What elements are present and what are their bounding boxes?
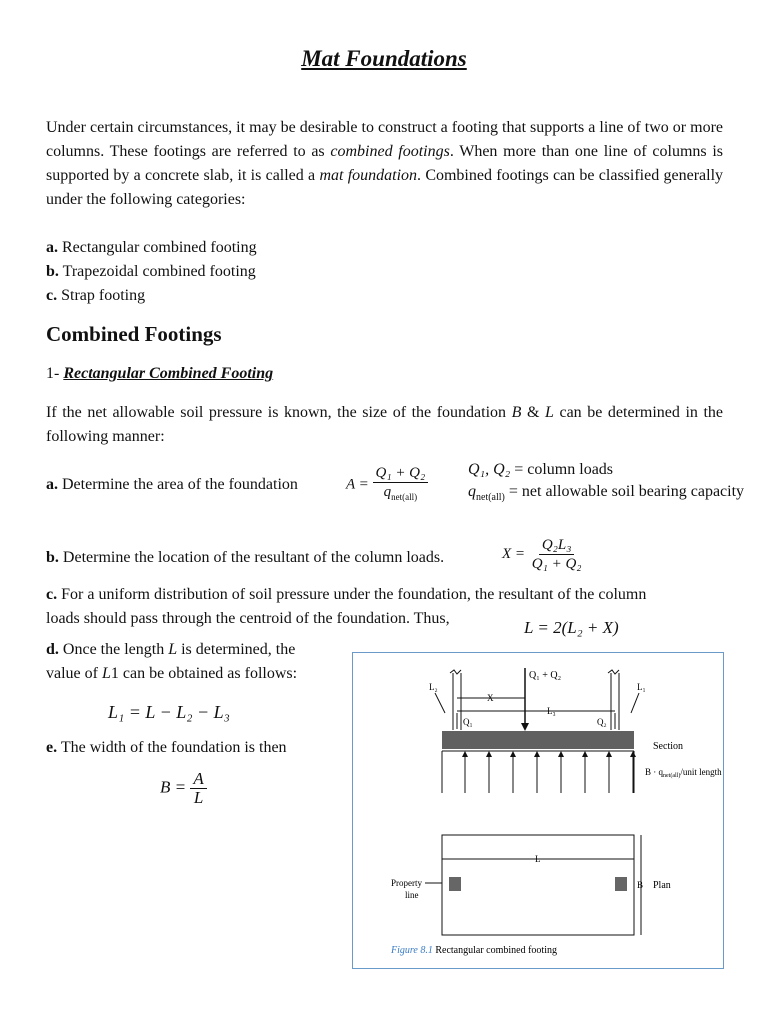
step-d-text: [46, 638, 297, 686]
category-item-a: [46, 236, 257, 260]
symbol-B: B: [511, 404, 522, 421]
step-d-equation: L₁ = L − L₂ − L₃: [108, 702, 230, 722]
pressure-tail: /unit length: [680, 767, 722, 777]
pressure-sub: net(all): [663, 773, 681, 779]
pressure-arrow-group: [462, 751, 636, 793]
soil-pressure-arrows: [442, 751, 634, 793]
step-c-line-1: [46, 583, 723, 607]
step-d-text: Once the length: [58, 641, 169, 658]
intro-text-3: . Combined footings can be classified generally under the following categories:: [46, 167, 724, 208]
l1-leader: [631, 693, 639, 713]
formula-numerator: Q₁ + Q₂: [373, 464, 429, 483]
step-d-text: value of: [46, 665, 102, 682]
figure-rectangular-combined-footing: [352, 652, 724, 969]
step-e-formula: [160, 770, 207, 807]
step-a-text: [46, 473, 298, 497]
pressure-arrowhead: [462, 751, 468, 757]
subsection-title: Rectangular Combined Footing: [63, 365, 274, 382]
step-letter: b.: [46, 549, 59, 566]
def-symbol: q: [468, 483, 476, 500]
column-right-plan: [615, 877, 627, 891]
para2-text-2: can be determined in the following manner:: [46, 404, 724, 445]
symbol-L: L: [101, 665, 111, 682]
formula-denominator: Q₁ + Q₂: [531, 556, 582, 572]
step-d-text: 1 can be obtained as follows:: [110, 665, 298, 682]
pressure-arrowhead: [510, 751, 516, 757]
label-q-sum: Q₁ + Q₂: [529, 670, 562, 681]
pressure-arrowhead: [486, 751, 492, 757]
label-section: Section: [653, 741, 683, 752]
pressure-arrowhead: [558, 751, 564, 757]
label-l2: L₂: [429, 682, 438, 692]
step-letter: a.: [46, 476, 58, 493]
label-x: X: [487, 693, 494, 703]
label-line: line: [405, 890, 419, 900]
label-pressure: [645, 767, 722, 779]
formula-lhs: A =: [346, 476, 369, 493]
step-c-text-1: For a uniform distribution of soil pressure under the foundation, the resultant of the column: [57, 586, 647, 603]
subsection-heading: [46, 365, 273, 383]
step-c-equation: L = 2(L₂ + X): [524, 618, 619, 637]
step-b-formula: [502, 536, 585, 573]
step-b-label: Determine the location of the resultant of the column loads.: [58, 549, 445, 566]
label-l-plan: L: [535, 854, 541, 864]
label-b-plan: B: [637, 880, 644, 890]
step-d-line-2: [46, 662, 297, 686]
category-letter: c.: [46, 287, 58, 304]
intro-text-1: Under certain circumstances, it may be desirable to construct a footing that supports a line of two or more columns. These footings are referred to as: [46, 119, 723, 160]
label-q2: Q₂: [597, 717, 607, 727]
footing-slab: [442, 731, 634, 749]
plan-outline: [442, 835, 634, 935]
formula-lhs: B =: [160, 777, 187, 797]
step-letter: c.: [46, 586, 58, 603]
caption-text: Rectangular combined footing: [432, 945, 557, 956]
label-q1: Q₁: [463, 717, 473, 727]
para2-text-1: If the net allowable soil pressure is known, the size of the foundation: [46, 404, 512, 421]
def-text: = net allowable soil bearing capacity: [504, 483, 745, 500]
category-item-c: [46, 284, 145, 308]
category-letter: a.: [46, 239, 58, 256]
page-title: Mat Foundations: [301, 46, 467, 71]
formula-fraction: [373, 464, 429, 506]
resultant-arrowhead: [521, 723, 529, 731]
category-text: Trapezoidal combined footing: [58, 263, 256, 280]
intro-em-mat: mat foundation: [319, 167, 418, 184]
step-e-label: The width of the foundation is then: [57, 739, 287, 756]
formula-denominator: [381, 483, 421, 506]
label-plan: Plan: [653, 880, 671, 891]
column-right: [608, 670, 619, 730]
step-b-text: [46, 546, 444, 570]
step-e-text: [46, 736, 287, 760]
symbol-L: L: [545, 404, 554, 421]
step-a-definitions: [468, 459, 744, 509]
size-paragraph: [46, 401, 723, 449]
step-d-line-1: [46, 638, 297, 662]
step-letter: d.: [46, 641, 59, 658]
figure-caption: [390, 945, 557, 956]
def-symbol: Q₁, Q₂: [468, 461, 511, 478]
pressure-arrowhead: [606, 751, 612, 757]
label-property: Property: [391, 878, 422, 888]
intro-text-2: . When more than one line of columns is supported by a concrete slab, it is called a: [46, 143, 724, 184]
category-text: Strap footing: [57, 287, 146, 304]
category-item-b: [46, 260, 256, 284]
label-l3: L₃: [547, 706, 556, 716]
intro-paragraph: [46, 116, 723, 212]
footing-diagram: [353, 653, 723, 968]
intro-em-combined: combined footings: [330, 143, 450, 160]
formula-numerator: A: [190, 770, 206, 789]
formula-numerator: Q₂L₃: [539, 536, 575, 555]
step-a-label: Determine the area of the foundation: [58, 476, 298, 493]
formula-fraction: [190, 770, 206, 807]
pressure-text: B · q: [645, 767, 663, 777]
def-text: = column loads: [510, 461, 614, 478]
step-letter: e.: [46, 739, 58, 756]
step-c-line-2: loads should pass through the centroid of the foundation. Thus,: [46, 610, 450, 627]
l2-leader: [435, 693, 445, 713]
pressure-arrowhead: [630, 751, 636, 757]
pressure-arrowhead: [534, 751, 540, 757]
formula-denominator: L: [193, 788, 204, 807]
step-d-text: is determined, the: [177, 641, 296, 658]
formula-fraction: [529, 536, 585, 573]
pressure-arrowhead: [582, 751, 588, 757]
symbol-L: L: [168, 641, 178, 658]
den-subscript: net(all): [391, 492, 418, 502]
label-l1: L₁: [637, 682, 646, 692]
formula-lhs: X =: [502, 545, 526, 562]
category-letter: b.: [46, 263, 59, 280]
den-symbol: q: [383, 484, 392, 500]
step-a-formula: [346, 464, 428, 506]
column-left-plan: [449, 877, 461, 891]
step-c-text: [46, 583, 723, 631]
definition-column-loads: [468, 459, 744, 481]
def-subscript: net(all): [476, 492, 505, 504]
definition-bearing-capacity: [468, 481, 744, 509]
para2-amp: &: [521, 404, 545, 421]
caption-number: Figure 8.1: [391, 945, 433, 956]
subsection-number: 1-: [46, 365, 64, 382]
column-left: [450, 670, 461, 730]
category-text: Rectangular combined footing: [58, 239, 257, 256]
section-heading: Combined Footings: [46, 322, 222, 346]
